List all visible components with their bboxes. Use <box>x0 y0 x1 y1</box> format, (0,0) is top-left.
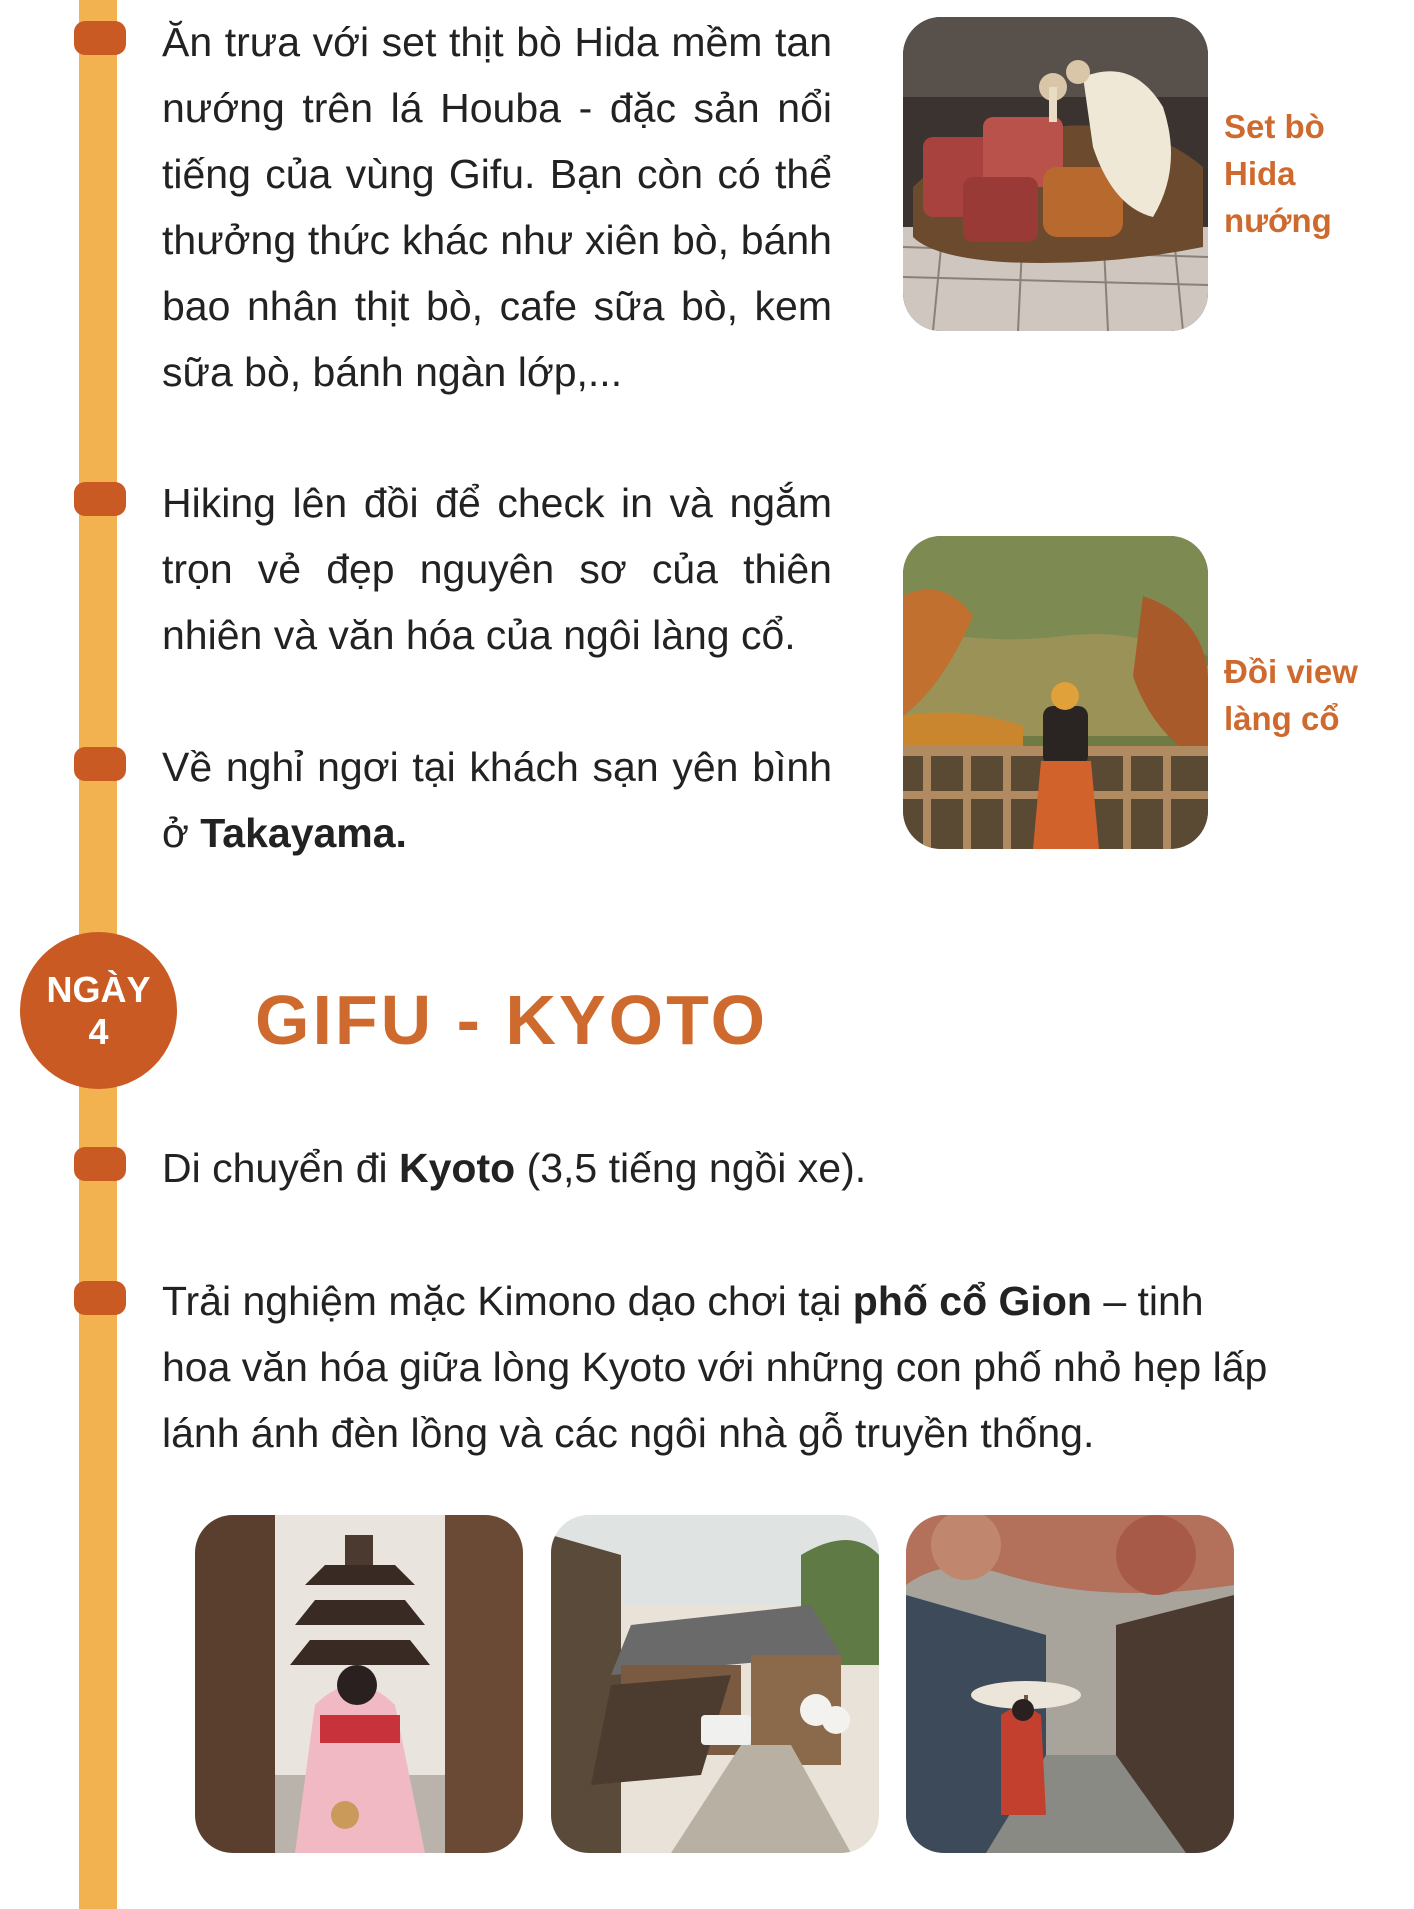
timeline-bullet <box>74 747 126 781</box>
gion-label: phố cổ Gion <box>852 1278 1092 1324</box>
village-view-photo <box>903 536 1208 849</box>
old-street-photo <box>551 1515 879 1853</box>
timeline-bullet <box>74 21 126 55</box>
village-view-caption: Đồi view làng cổ <box>1224 653 1358 737</box>
kimono-pagoda-photo <box>195 1515 523 1853</box>
day-badge-label: NGÀY <box>46 968 151 1010</box>
move-paragraph: Di chuyển đi Kyoto (3,5 tiếng ngồi xe). <box>162 1145 867 1191</box>
hiking-paragraph: Hiking lên đồi để check in và ngắm trọn vẻ đẹp nguyên sơ của thiên nhiên và văn hóa của ngôi làng cổ. <box>162 480 832 658</box>
day-badge-number: 4 <box>88 1010 109 1052</box>
hida-beef-caption: Set bò Hida nướng <box>1224 108 1332 239</box>
takayama-label: Takayama. <box>200 810 407 856</box>
rest-paragraph: Về nghỉ ngơi tại khách sạn yên bình ở Takayama. <box>162 744 832 856</box>
kimono-paragraph: Trải nghiệm mặc Kimono dạo chơi tại phố cổ Gion – tinh hoa văn hóa giữa lòng Kyoto với những con phố nhỏ hẹp lấp lánh ánh đèn lồng và các ngôi nhà gỗ truyền thống. <box>162 1278 1268 1456</box>
day-badge <box>20 932 177 1089</box>
gion-street-photo <box>906 1515 1234 1853</box>
timeline-bullet <box>74 482 126 516</box>
timeline-bullet <box>74 1281 126 1315</box>
day-title: GIFU - KYOTO <box>255 981 769 1059</box>
hida-beef-photo <box>903 17 1208 331</box>
lunch-paragraph: Ăn trưa với set thịt bò Hida mềm tan nướng trên lá Houba - đặc sản nổi tiếng của vùng Gifu. Bạn còn có thể thưởng thức khác như xiên bò, bánh bao nhân thịt bò, cafe sữa bò, kem sữa bò, bánh ngàn lớp,... <box>162 19 832 395</box>
timeline-bullet <box>74 1147 126 1181</box>
kyoto-label: Kyoto <box>399 1145 516 1191</box>
